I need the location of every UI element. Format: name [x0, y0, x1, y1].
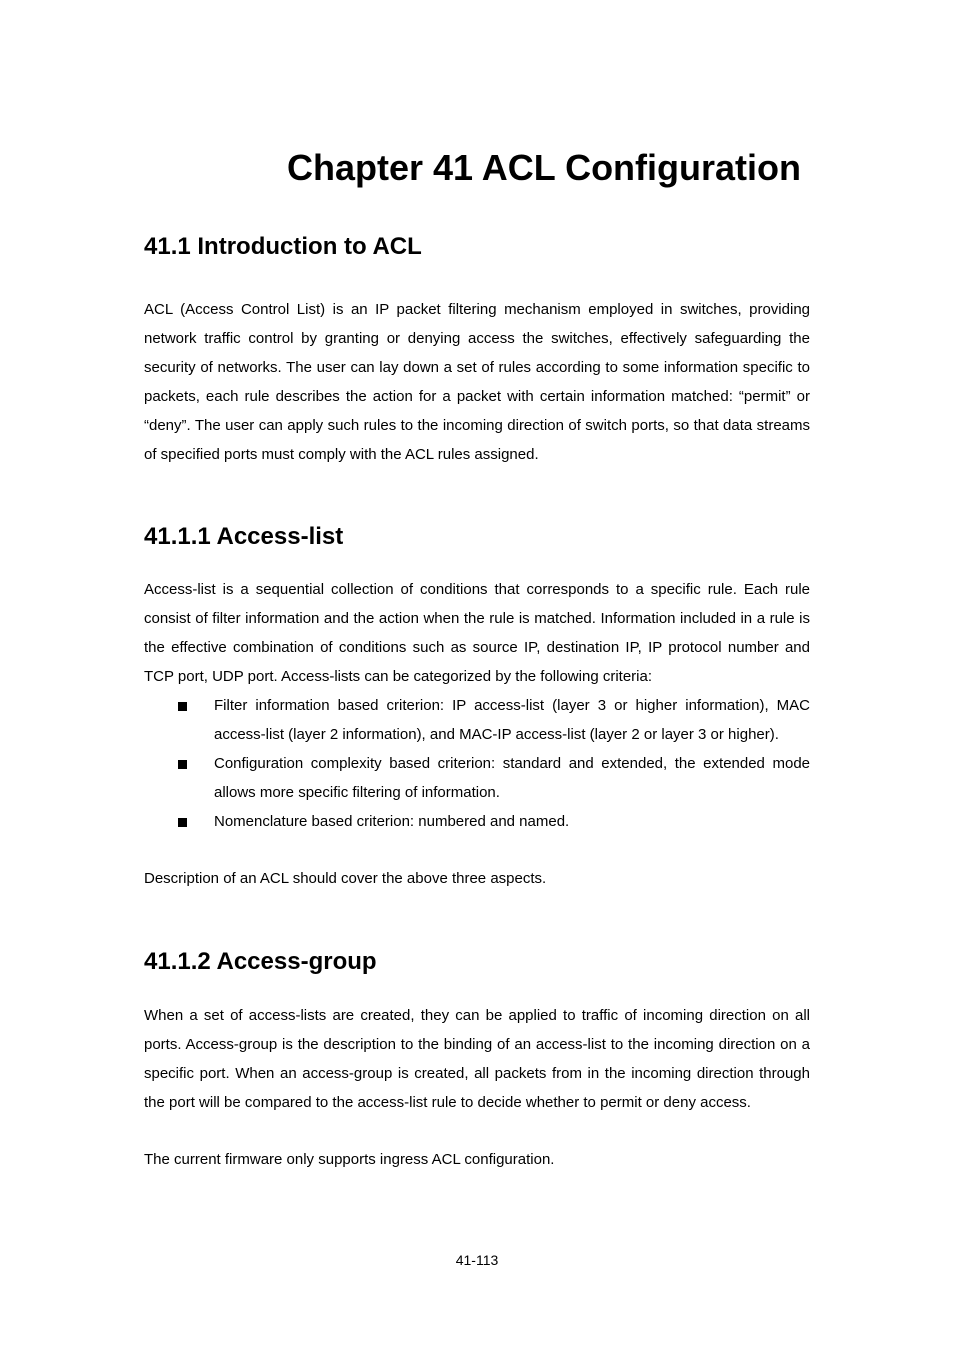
section-41-1-1-paragraph: Access-list is a sequential collection of conditions that corresponds to a specific rule. Each rule consist of filter information and the action when the rule is matched. Information included in a rule is the effective combination of conditions such as source IP, destination IP, IP protocol number and TCP port, UDP port. Access-lists can be categorized by the following criteria:	[144, 581, 810, 685]
section-heading-41-1-2: 41.1.2 Access-group	[144, 948, 377, 975]
list-item	[144, 692, 810, 750]
section-41-1-2-note: The current firmware only supports ingress ACL configuration.	[144, 1151, 555, 1168]
criteria-list	[144, 692, 810, 837]
list-item-text: Nomenclature based criterion: numbered and named.	[214, 812, 570, 830]
section-41-1-2-paragraph: When a set of access-lists are created, they can be applied to traffic of incoming direction on all ports. Access-group is the description to the binding of an access-list to the incoming direction on a specific port. When an access-group is created, all packets from in the incoming direction through the port will be compared to the access-list rule to decide whether to permit or deny access.	[144, 1007, 810, 1111]
square-bullet-icon	[178, 760, 187, 769]
square-bullet-icon	[178, 818, 187, 827]
section-41-1-paragraph: ACL (Access Control List) is an IP packet filtering mechanism employed in switches, providing network traffic control by granting or denying access the switches, effectively safeguarding the security of networks. The user can lay down a set of rules according to some information specific to packets, each rule describes the action for a packet with certain information matched: “permit” or “deny”. The user can apply such rules to the incoming direction of switch ports, so that data streams of specified ports must comply with the ACL rules assigned.	[144, 301, 810, 463]
chapter-title: Chapter 41 ACL Configuration	[287, 147, 802, 188]
list-item	[144, 808, 810, 837]
section-heading-41-1-1: 41.1.1 Access-list	[144, 523, 344, 550]
list-item	[144, 750, 810, 808]
square-bullet-icon	[178, 702, 187, 711]
section-41-1-1-closing: Description of an ACL should cover the above three aspects.	[144, 870, 547, 887]
list-item-text: Filter information based criterion: IP access-list (layer 3 or higher information), MAC access-list (layer 2 information), and MAC-IP access-list (layer 2 or layer 3 or higher).	[214, 697, 810, 743]
section-heading-41-1: 41.1 Introduction to ACL	[144, 233, 422, 260]
page-number: 41-113	[455, 1252, 499, 1268]
list-item-text: Configuration complexity based criterion: standard and extended, the extended mode allows more specific filtering of information.	[214, 754, 810, 801]
